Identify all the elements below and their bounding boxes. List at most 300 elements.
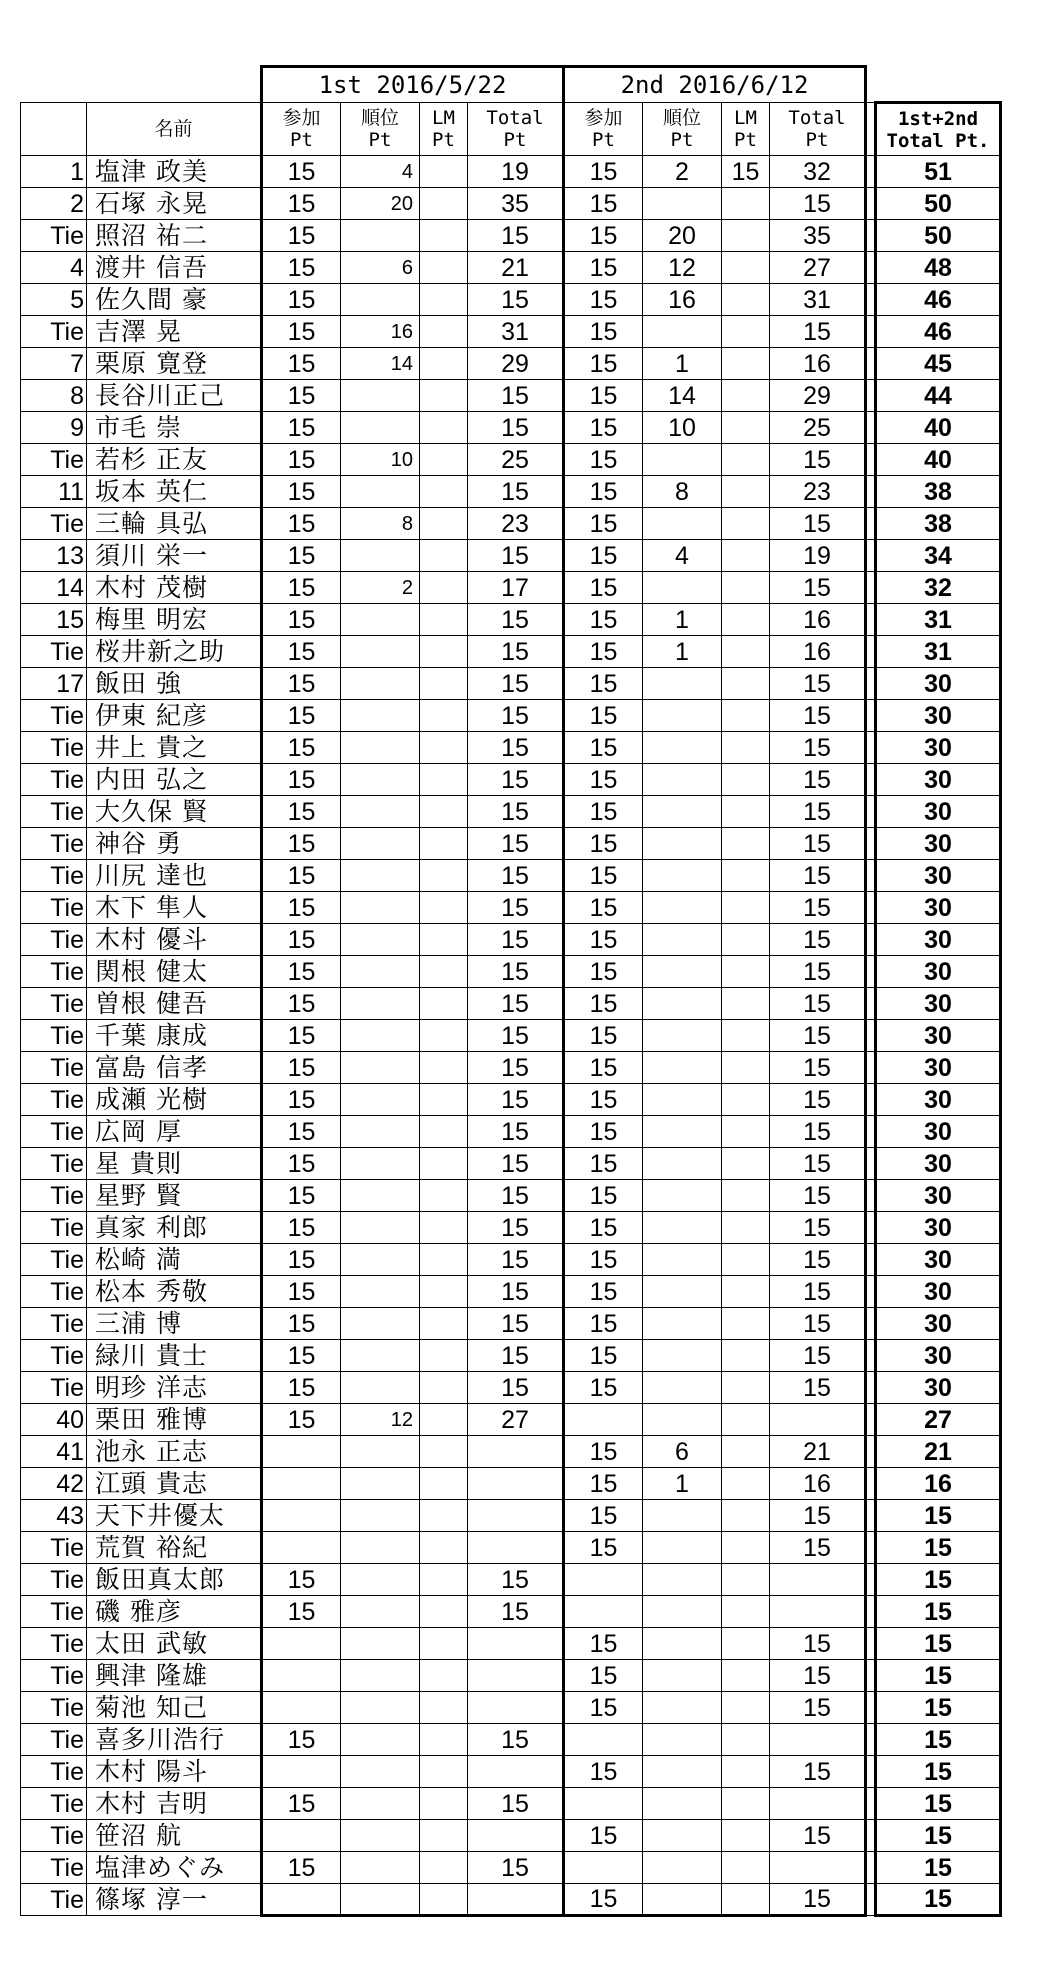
r2-total-cell: 16 <box>770 604 866 636</box>
rank-cell: 42 <box>21 1468 87 1500</box>
r2-juni-cell <box>643 1852 722 1884</box>
table-row <box>21 1276 1001 1308</box>
r2-juni-cell <box>643 1756 722 1788</box>
r2-total-cell: 15 <box>770 572 866 604</box>
r2-juni-cell <box>643 1596 722 1628</box>
grand-total-cell: 15 <box>876 1788 1001 1820</box>
rank-cell: Tie <box>21 1276 87 1308</box>
r2-juni-cell <box>643 508 722 540</box>
table-row <box>21 1788 1001 1820</box>
r2-total-cell: 15 <box>770 1116 866 1148</box>
r2-lm-cell <box>722 1564 770 1596</box>
r2-lm-cell <box>722 1148 770 1180</box>
r2-total-cell <box>770 1404 866 1436</box>
r2-total-cell: 21 <box>770 1436 866 1468</box>
gap-cell <box>866 1756 876 1788</box>
r1-total-cell: 15 <box>468 924 564 956</box>
table-row <box>21 284 1001 316</box>
table-row <box>21 1756 1001 1788</box>
r2-sanka-cell: 15 <box>564 1500 643 1532</box>
rank-cell: Tie <box>21 636 87 668</box>
r2-sanka-cell: 15 <box>564 380 643 412</box>
r2-sanka-cell: 15 <box>564 924 643 956</box>
grand-total-cell: 15 <box>876 1628 1001 1660</box>
r1-total-cell <box>468 1436 564 1468</box>
r2-sanka-header <box>564 103 643 156</box>
name-cell: 井上 貴之 <box>87 732 262 764</box>
r1-sanka-cell: 15 <box>262 1116 341 1148</box>
r1-sanka-cell: 15 <box>262 828 341 860</box>
r2-lm-cell <box>722 1628 770 1660</box>
r2-juni-cell: 20 <box>643 220 722 252</box>
r2-sanka-cell: 15 <box>564 732 643 764</box>
r2-lm-cell <box>722 412 770 444</box>
r1-total-cell <box>468 1884 564 1916</box>
name-cell: 喜多川浩行 <box>87 1724 262 1756</box>
r2-sanka-cell: 15 <box>564 1692 643 1724</box>
r1-juni-cell <box>341 1596 420 1628</box>
r2-sanka-cell <box>564 1852 643 1884</box>
r1-total-header <box>468 103 564 156</box>
r1-juni-cell: 10 <box>341 444 420 476</box>
r2-total-cell <box>770 1724 866 1756</box>
r2-total-cell: 15 <box>770 764 866 796</box>
r2-total-cell: 23 <box>770 476 866 508</box>
r2-lm-cell <box>722 1276 770 1308</box>
r2-sanka-cell: 15 <box>564 1276 643 1308</box>
gap-cell <box>866 252 876 284</box>
gap-cell <box>866 1436 876 1468</box>
r1-lm-cell <box>420 1148 468 1180</box>
r2-lm-cell <box>722 988 770 1020</box>
r2-sanka-cell: 15 <box>564 540 643 572</box>
gap-cell <box>866 1660 876 1692</box>
r1-sanka-cell: 15 <box>262 796 341 828</box>
grand-total-cell: 44 <box>876 380 1001 412</box>
r2-total-cell: 15 <box>770 924 866 956</box>
grand-total-cell: 30 <box>876 668 1001 700</box>
r1-sanka-cell <box>262 1660 341 1692</box>
r1-juni-cell <box>341 1212 420 1244</box>
r2-lm-cell <box>722 1820 770 1852</box>
gap-cell <box>866 1468 876 1500</box>
r2-lm-cell <box>722 1884 770 1916</box>
r2-lm-cell <box>722 284 770 316</box>
r2-lm-cell <box>722 1372 770 1404</box>
grand-total-cell: 30 <box>876 1180 1001 1212</box>
gap-cell <box>866 380 876 412</box>
r1-total-cell: 31 <box>468 316 564 348</box>
r1-juni-cell <box>341 1052 420 1084</box>
gap-cell <box>866 1052 876 1084</box>
r1-total-cell <box>468 1628 564 1660</box>
r2-sanka-cell: 15 <box>564 1052 643 1084</box>
r1-juni-cell <box>341 1564 420 1596</box>
grand-total-cell: 30 <box>876 1212 1001 1244</box>
r1-sanka-cell <box>262 1436 341 1468</box>
r2-lm-cell <box>722 1020 770 1052</box>
r1-juni-cell: 8 <box>341 508 420 540</box>
r1-lm-cell <box>420 1308 468 1340</box>
r1-lm-cell <box>420 380 468 412</box>
r1-sanka-cell: 15 <box>262 1020 341 1052</box>
name-cell: 塩津めぐみ <box>87 1852 262 1884</box>
r2-juni-cell <box>643 1244 722 1276</box>
table-row <box>21 764 1001 796</box>
grand-total-cell: 21 <box>876 1436 1001 1468</box>
r2-lm-cell <box>722 796 770 828</box>
r2-juni-cell <box>643 1532 722 1564</box>
grand-total-cell: 31 <box>876 636 1001 668</box>
r2-total-cell: 15 <box>770 1660 866 1692</box>
gap-cell <box>866 700 876 732</box>
grand-total-cell: 15 <box>876 1724 1001 1756</box>
r2-lm-cell <box>722 572 770 604</box>
name-cell: 木村 茂樹 <box>87 572 262 604</box>
gap-cell <box>866 1180 876 1212</box>
name-cell: 興津 隆雄 <box>87 1660 262 1692</box>
r1-lm-cell <box>420 1116 468 1148</box>
gap-cell <box>866 1820 876 1852</box>
r1-juni-label: 順位 <box>360 107 399 129</box>
r2-lm-label: LM <box>734 107 757 129</box>
gap-cell <box>866 1884 876 1916</box>
gap-cell <box>866 1116 876 1148</box>
r2-sanka-cell: 15 <box>564 1820 643 1852</box>
r1-juni-cell <box>341 732 420 764</box>
r2-sanka-cell <box>564 1596 643 1628</box>
r2-total-cell: 15 <box>770 892 866 924</box>
r1-sanka-cell <box>262 1532 341 1564</box>
rank-cell: Tie <box>21 1020 87 1052</box>
name-cell: 神谷 勇 <box>87 828 262 860</box>
r1-juni-cell <box>341 924 420 956</box>
grand-total-cell: 30 <box>876 796 1001 828</box>
name-cell: 笹沼 航 <box>87 1820 262 1852</box>
r2-total-cell: 15 <box>770 956 866 988</box>
table-row <box>21 1500 1001 1532</box>
r1-total-cell: 15 <box>468 956 564 988</box>
name-cell: 篠塚 淳一 <box>87 1884 262 1916</box>
gap-cell <box>866 1532 876 1564</box>
r1-lm-cell <box>420 220 468 252</box>
name-cell: 飯田 強 <box>87 668 262 700</box>
r2-total-cell <box>770 1852 866 1884</box>
standings-body <box>21 156 1001 1916</box>
grand-total-cell: 40 <box>876 444 1001 476</box>
r2-juni-cell <box>643 1660 722 1692</box>
name-cell: 照沼 祐二 <box>87 220 262 252</box>
r2-total-cell: 15 <box>770 1500 866 1532</box>
r2-juni-cell: 8 <box>643 476 722 508</box>
rank-cell: Tie <box>21 892 87 924</box>
r2-total-cell: 15 <box>770 860 866 892</box>
r1-juni-cell: 16 <box>341 316 420 348</box>
r1-lm-cell <box>420 1212 468 1244</box>
r1-lm-cell <box>420 508 468 540</box>
r2-juni-cell <box>643 1372 722 1404</box>
r1-lm-cell <box>420 156 468 188</box>
gap-cell <box>866 156 876 188</box>
r1-sanka-cell: 15 <box>262 1372 341 1404</box>
r1-sanka-cell: 15 <box>262 892 341 924</box>
r2-lm-cell <box>722 252 770 284</box>
grand-total-cell: 45 <box>876 348 1001 380</box>
table-row <box>21 1852 1001 1884</box>
r2-lm-cell <box>722 732 770 764</box>
r2-total-cell: 16 <box>770 1468 866 1500</box>
r2-juni-cell <box>643 1116 722 1148</box>
r2-lm-cell <box>722 540 770 572</box>
r1-total-cell: 15 <box>468 796 564 828</box>
r1-sanka-cell <box>262 1692 341 1724</box>
r2-total-cell: 15 <box>770 1340 866 1372</box>
rank-cell: 1 <box>21 156 87 188</box>
r1-total-cell: 15 <box>468 1084 564 1116</box>
r1-total-cell: 15 <box>468 540 564 572</box>
name-cell: 富島 信孝 <box>87 1052 262 1084</box>
r1-total-cell: 15 <box>468 1340 564 1372</box>
r2-sanka-cell: 15 <box>564 796 643 828</box>
r2-sanka-cell: 15 <box>564 892 643 924</box>
table-row <box>21 1564 1001 1596</box>
r1-sanka-cell: 15 <box>262 1308 341 1340</box>
name-cell: 市毛 崇 <box>87 412 262 444</box>
name-cell: 伊東 紀彦 <box>87 700 262 732</box>
grand-total-header <box>876 103 1001 156</box>
r2-total-cell: 15 <box>770 1692 866 1724</box>
r2-lm-cell <box>722 1468 770 1500</box>
table-row <box>21 1372 1001 1404</box>
r2-total-cell: 32 <box>770 156 866 188</box>
r2-lm-cell <box>722 1180 770 1212</box>
r2-juni-cell <box>643 796 722 828</box>
grand-total-cell: 30 <box>876 1084 1001 1116</box>
r2-juni-cell <box>643 188 722 220</box>
r2-sanka-cell: 15 <box>564 1532 643 1564</box>
rank-cell: Tie <box>21 1052 87 1084</box>
standings-table <box>20 65 1002 1917</box>
r1-lm-cell <box>420 636 468 668</box>
name-cell: 石塚 永晃 <box>87 188 262 220</box>
r1-lm-cell <box>420 284 468 316</box>
gap-cell <box>866 1084 876 1116</box>
rank-cell: Tie <box>21 1724 87 1756</box>
r2-lm-cell <box>722 604 770 636</box>
header-blank-total <box>876 67 1001 103</box>
rank-cell: 7 <box>21 348 87 380</box>
r2-lm-cell <box>722 1788 770 1820</box>
r1-juni-cell <box>341 1628 420 1660</box>
rank-cell: 13 <box>21 540 87 572</box>
r2-sanka-cell: 15 <box>564 476 643 508</box>
r2-sanka-cell: 15 <box>564 860 643 892</box>
gap-cell <box>866 1308 876 1340</box>
table-row <box>21 732 1001 764</box>
r1-lm-cell <box>420 572 468 604</box>
r2-juni-cell: 1 <box>643 1468 722 1500</box>
gap-cell <box>866 444 876 476</box>
name-cell: 江頭 貴志 <box>87 1468 262 1500</box>
r2-juni-cell <box>643 1084 722 1116</box>
r1-total-cell: 15 <box>468 892 564 924</box>
name-cell: 佐久間 豪 <box>87 284 262 316</box>
r1-lm-cell <box>420 732 468 764</box>
r2-sanka-cell: 15 <box>564 1212 643 1244</box>
rank-cell: Tie <box>21 1244 87 1276</box>
r1-juni-cell <box>341 988 420 1020</box>
r2-lm-cell <box>722 860 770 892</box>
r2-juni-label: 順位 <box>662 107 701 129</box>
gap-cell <box>866 316 876 348</box>
r2-total-cell: 25 <box>770 412 866 444</box>
r1-sanka-cell: 15 <box>262 1244 341 1276</box>
r2-total-cell: 15 <box>770 1052 866 1084</box>
r1-juni-cell <box>341 892 420 924</box>
r2-lm-cell <box>722 1756 770 1788</box>
grand-total-cell: 50 <box>876 220 1001 252</box>
r1-total-cell <box>468 1532 564 1564</box>
grand-total-cell: 30 <box>876 1340 1001 1372</box>
r2-juni-cell <box>643 828 722 860</box>
grand-total-cell: 48 <box>876 252 1001 284</box>
r2-lm-cell <box>722 220 770 252</box>
r2-sanka-cell: 15 <box>564 252 643 284</box>
r2-total-cell: 15 <box>770 1084 866 1116</box>
r1-juni-cell <box>341 796 420 828</box>
table-row <box>21 828 1001 860</box>
r2-lm-cell <box>722 1116 770 1148</box>
r2-juni-cell <box>643 1148 722 1180</box>
r1-total-cell: 15 <box>468 636 564 668</box>
r1-lm-cell <box>420 444 468 476</box>
gap-cell <box>866 860 876 892</box>
r1-lm-cell <box>420 1500 468 1532</box>
r1-sanka-cell: 15 <box>262 956 341 988</box>
r2-total-header <box>770 103 866 156</box>
r1-lm-cell <box>420 892 468 924</box>
r1-total-cell: 15 <box>468 1852 564 1884</box>
r1-sanka-cell: 15 <box>262 1084 341 1116</box>
r1-juni-cell <box>341 380 420 412</box>
r1-juni-cell <box>341 1148 420 1180</box>
r2-sanka-cell: 15 <box>564 284 643 316</box>
name-cell: 磯 雅彦 <box>87 1596 262 1628</box>
r2-juni-cell <box>643 1692 722 1724</box>
r1-juni-cell <box>341 1180 420 1212</box>
rank-cell: Tie <box>21 1756 87 1788</box>
round1-title: 1st 2016/5/22 <box>262 67 564 103</box>
r2-total-cell: 15 <box>770 1372 866 1404</box>
rank-cell: 15 <box>21 604 87 636</box>
r2-sanka-cell: 15 <box>564 1372 643 1404</box>
r1-sanka-cell: 15 <box>262 1788 341 1820</box>
r1-juni-cell <box>341 1436 420 1468</box>
r1-total-cell: 15 <box>468 476 564 508</box>
gap-cell <box>866 1852 876 1884</box>
table-row <box>21 316 1001 348</box>
r2-sanka-cell: 15 <box>564 1660 643 1692</box>
r1-lm-cell <box>420 540 468 572</box>
r2-total-cell: 15 <box>770 316 866 348</box>
rank-cell: 14 <box>21 572 87 604</box>
name-cell: 星野 賢 <box>87 1180 262 1212</box>
r2-juni-cell <box>643 1628 722 1660</box>
r1-juni-cell <box>341 1372 420 1404</box>
r1-total-cell: 15 <box>468 668 564 700</box>
rank-cell: 9 <box>21 412 87 444</box>
grand-total-cell: 30 <box>876 1116 1001 1148</box>
table-row <box>21 1084 1001 1116</box>
r2-sanka-cell: 15 <box>564 1340 643 1372</box>
grand-total-label1: 1st+2nd <box>897 107 979 130</box>
rank-cell: Tie <box>21 1308 87 1340</box>
r1-juni-cell <box>341 700 420 732</box>
r1-total-cell: 15 <box>468 1788 564 1820</box>
r1-lm-cell <box>420 668 468 700</box>
r1-sanka-cell: 15 <box>262 1340 341 1372</box>
table-row <box>21 476 1001 508</box>
name-cell: 須川 栄一 <box>87 540 262 572</box>
name-cell: 塩津 政美 <box>87 156 262 188</box>
rank-cell: Tie <box>21 860 87 892</box>
r2-total-cell: 31 <box>770 284 866 316</box>
r1-total-cell <box>468 1756 564 1788</box>
r1-total-cell: 15 <box>468 412 564 444</box>
r2-juni-cell: 12 <box>643 252 722 284</box>
r2-total-cell: 15 <box>770 1628 866 1660</box>
r1-total-cell: 15 <box>468 700 564 732</box>
table-row <box>21 1020 1001 1052</box>
r2-lm-cell <box>722 476 770 508</box>
grand-total-cell: 15 <box>876 1532 1001 1564</box>
r2-total-cell: 19 <box>770 540 866 572</box>
r1-sanka-cell: 15 <box>262 316 341 348</box>
grand-total-cell: 30 <box>876 1244 1001 1276</box>
grand-total-cell: 15 <box>876 1756 1001 1788</box>
name-cell: 大久保 賢 <box>87 796 262 828</box>
r1-sanka-pt: Pt <box>290 129 313 151</box>
grand-total-cell: 15 <box>876 1596 1001 1628</box>
table-row <box>21 540 1001 572</box>
r1-juni-cell <box>341 1244 420 1276</box>
r1-juni-cell <box>341 1020 420 1052</box>
r2-total-cell: 15 <box>770 988 866 1020</box>
name-cell: 荒賀 裕紀 <box>87 1532 262 1564</box>
r2-total-cell <box>770 1564 866 1596</box>
r2-juni-cell <box>643 1884 722 1916</box>
r1-total-cell: 15 <box>468 764 564 796</box>
grand-total-cell: 30 <box>876 764 1001 796</box>
r1-total-cell: 15 <box>468 732 564 764</box>
table-row <box>21 1148 1001 1180</box>
rank-cell: Tie <box>21 1660 87 1692</box>
grand-total-cell: 15 <box>876 1692 1001 1724</box>
r1-sanka-cell: 15 <box>262 1276 341 1308</box>
grand-total-cell: 30 <box>876 892 1001 924</box>
r1-juni-cell: 14 <box>341 348 420 380</box>
r1-juni-pt: Pt <box>368 129 392 151</box>
grand-total-cell: 15 <box>876 1820 1001 1852</box>
name-cell: 松本 秀敬 <box>87 1276 262 1308</box>
r1-lm-cell <box>420 1468 468 1500</box>
rank-cell: Tie <box>21 732 87 764</box>
r1-juni-cell <box>341 1852 420 1884</box>
gap-cell <box>866 188 876 220</box>
rank-cell: 40 <box>21 1404 87 1436</box>
name-cell: 菊池 知己 <box>87 1692 262 1724</box>
r1-total-cell: 15 <box>468 1308 564 1340</box>
